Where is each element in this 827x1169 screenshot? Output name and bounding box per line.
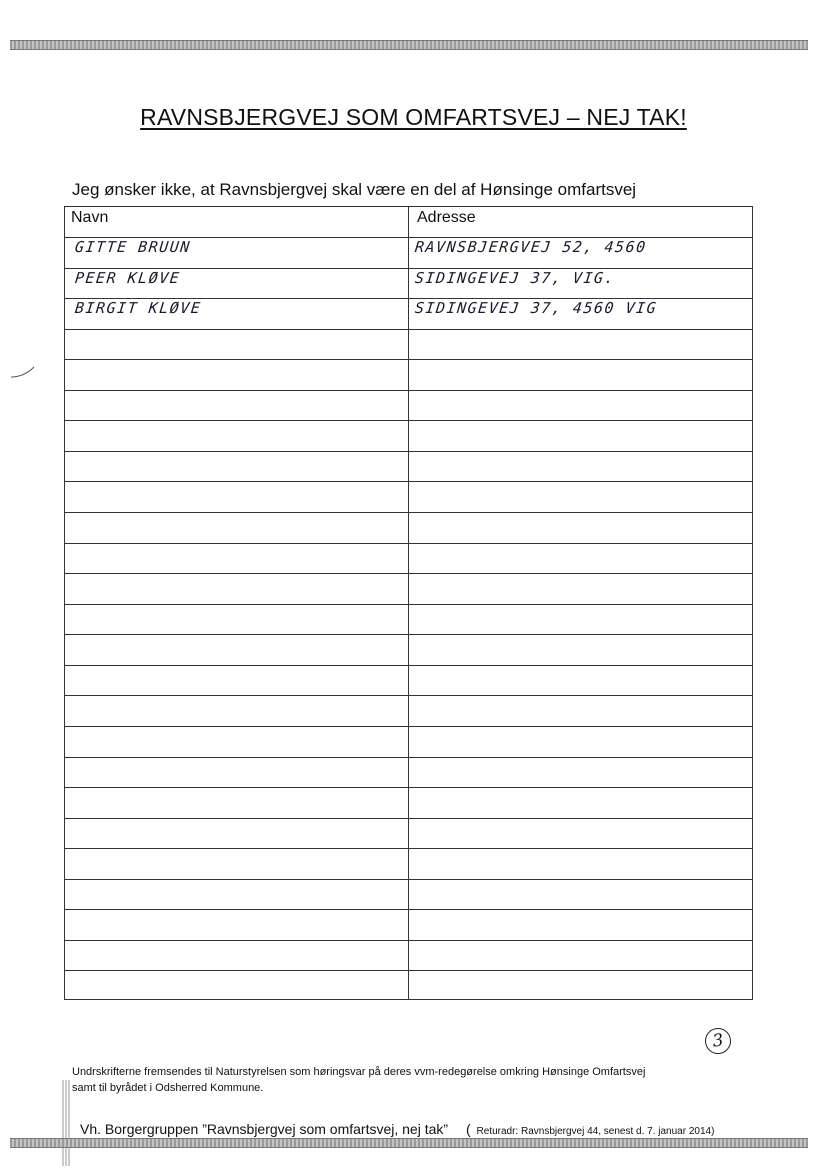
page-number: 3	[703, 1026, 732, 1055]
row-address: SIDINGEVEJ 37, VIG.	[414, 268, 617, 287]
signature-table	[64, 206, 753, 1000]
row-name: BIRGIT KLØVE	[74, 299, 203, 318]
row-name: GITTE BRUUN	[74, 238, 192, 256]
header-address: Adresse	[417, 209, 476, 226]
row-name: PEER KLØVE	[74, 268, 182, 287]
return-address: Returadr: Ravnsbjergvej 44, senest d. 7. januar 2014)	[476, 1126, 715, 1137]
return-paren: (	[465, 1121, 471, 1137]
header-name: Navn	[71, 209, 109, 226]
footer-note-line-1: Undrskrifterne fremsendes til Naturstyrelsen som høringsvar på deres vvm-redegørelse omkring Hønsinge Omfartsvej	[72, 1066, 646, 1078]
scan-bar-top	[10, 40, 808, 50]
sign-off	[80, 1121, 714, 1137]
sign-off-text: Vh. Borgergruppen ”Ravnsbjergvej som omfartsvej, nej tak”	[80, 1121, 449, 1137]
row-address: SIDINGEVEJ 37, 4560 VIG	[414, 299, 659, 318]
margin-binding-lines	[62, 1080, 70, 1166]
scan-bar-bottom	[10, 1138, 808, 1148]
footer-note-line-2: samt til byrådet i Odsherred Kommune.	[72, 1082, 264, 1094]
column-divider	[408, 207, 409, 999]
row-address: RAVNSBJERGVEJ 52, 4560	[414, 238, 648, 256]
footer-note	[72, 1064, 742, 1096]
page-title: RAVNSBJERGVEJ SOM OMFARTSVEJ – NEJ TAK!	[140, 104, 687, 130]
intro-text: Jeg ønsker ikke, at Ravnsbjergvej skal være en del af Hønsinge omfartsvej	[72, 180, 637, 199]
stray-pen-mark	[10, 366, 36, 378]
